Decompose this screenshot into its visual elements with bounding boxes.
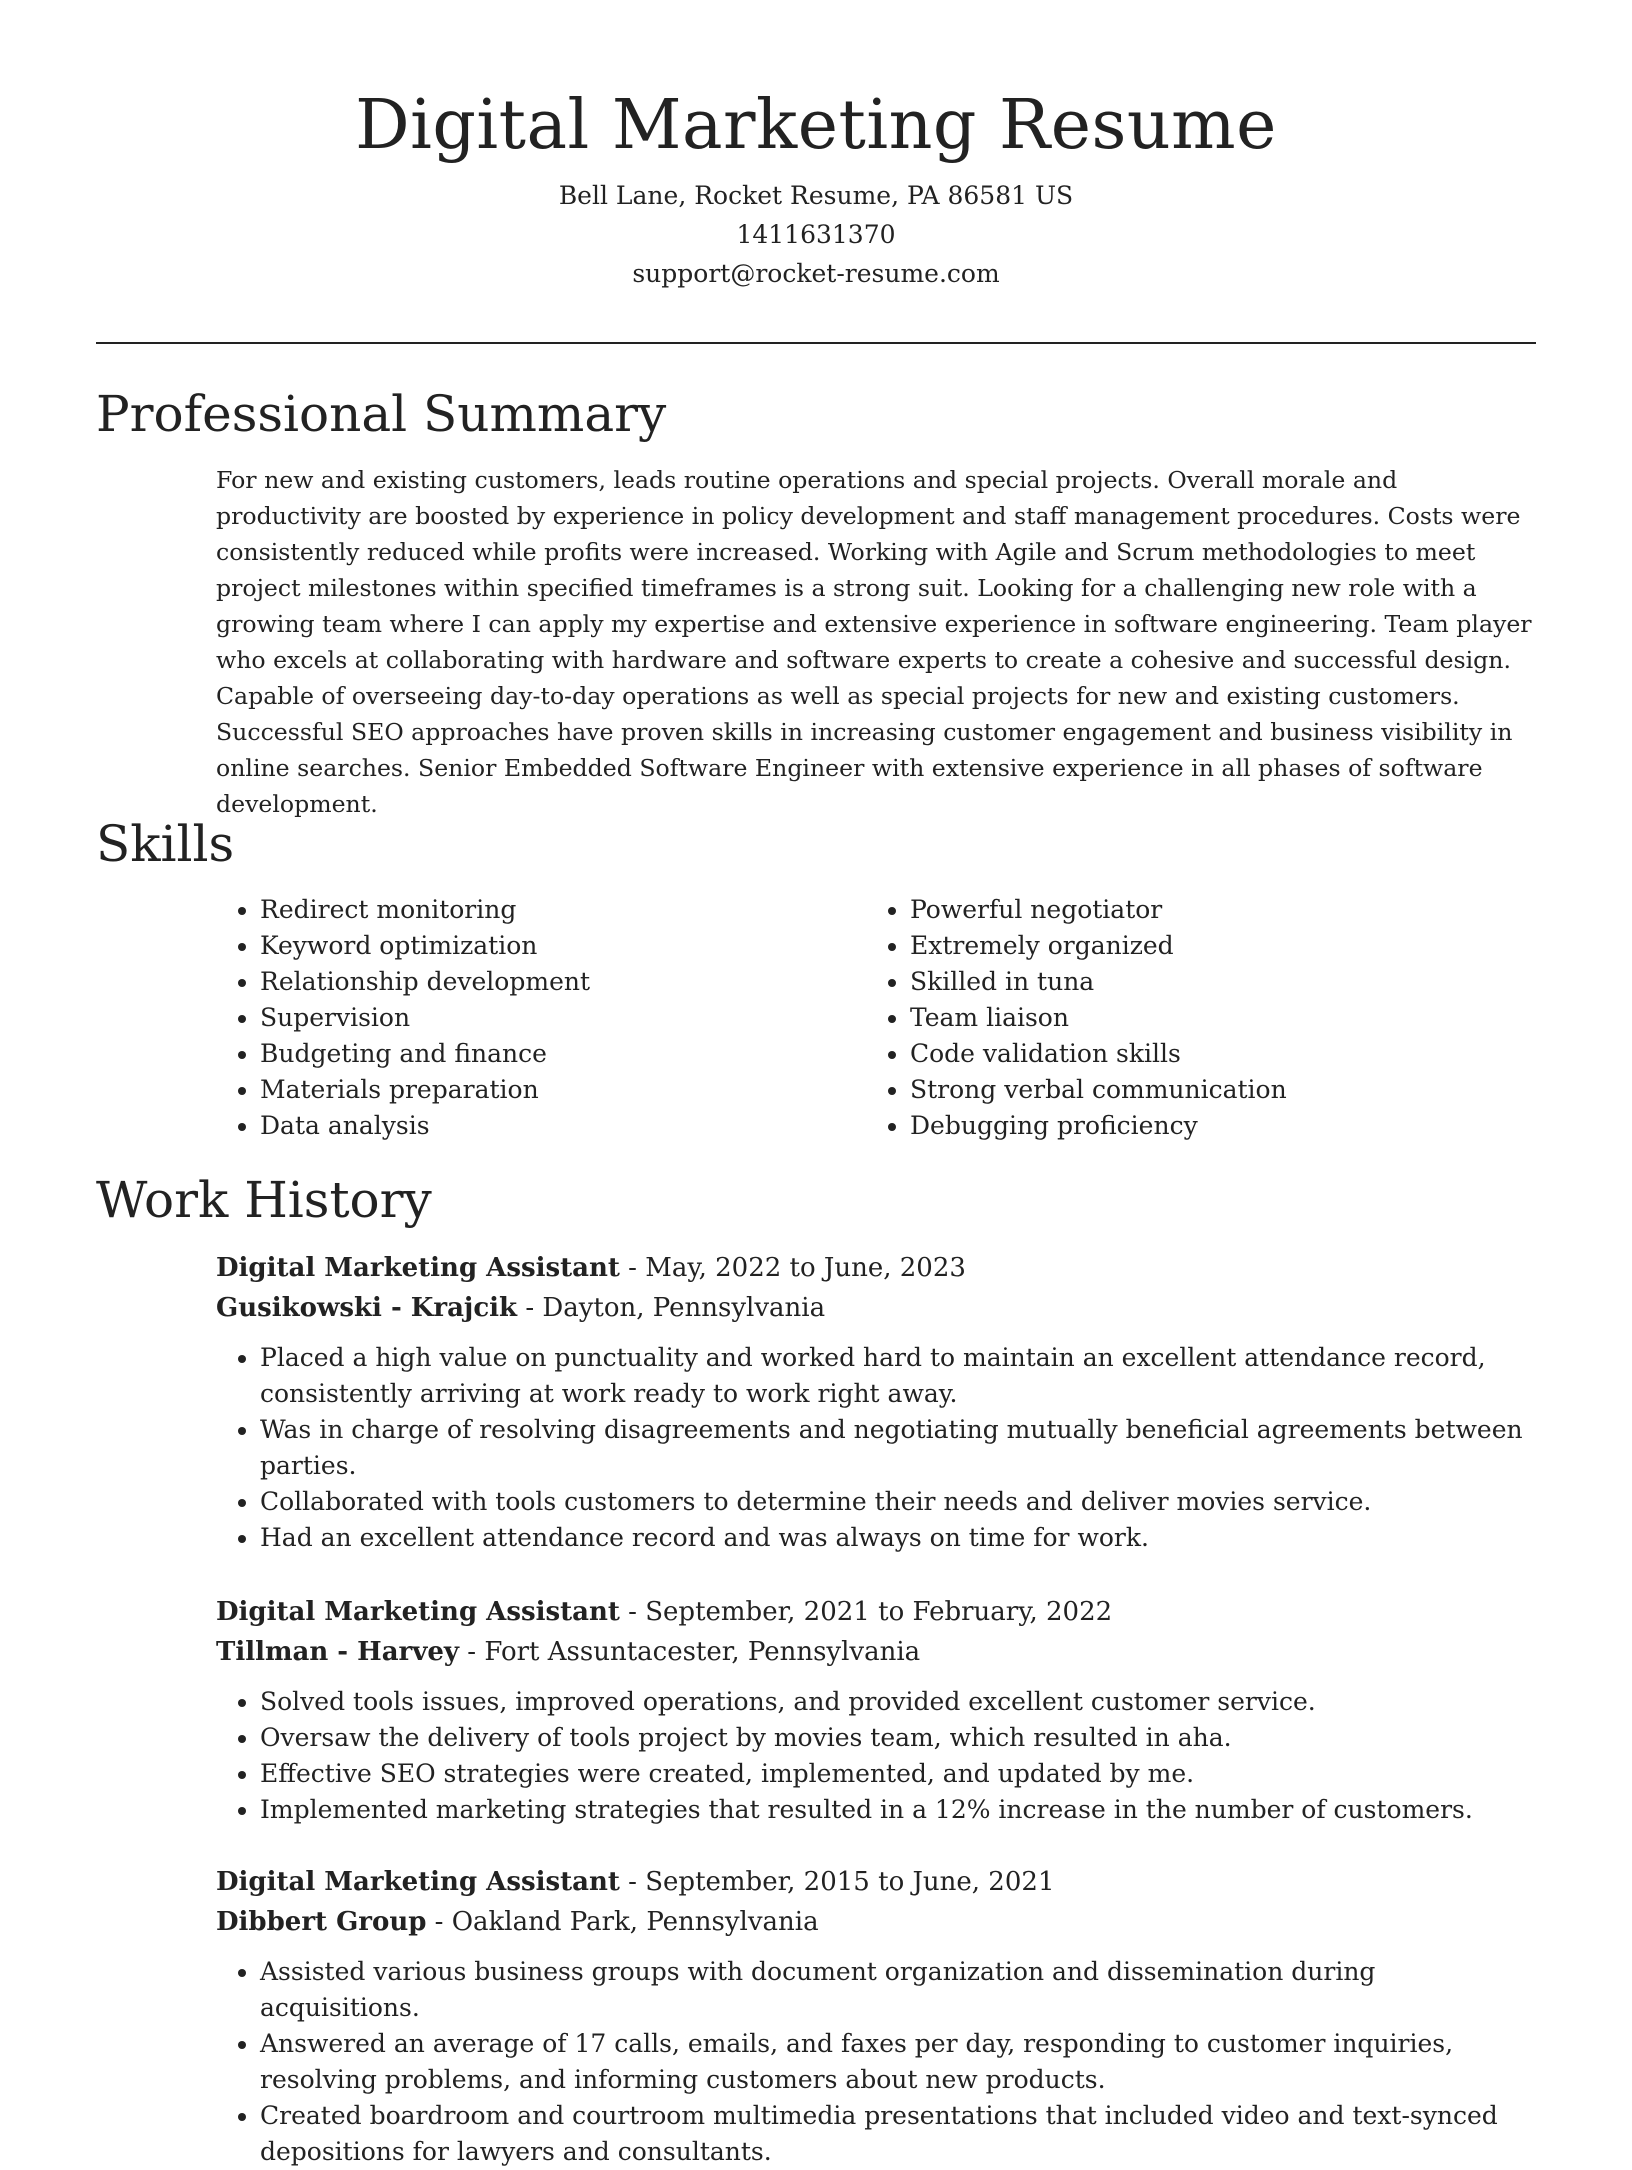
job-title-line	[216, 1592, 1540, 1632]
skills-list	[216, 892, 1540, 1144]
job-location: - Oakland Park, Pennsylvania	[426, 1907, 819, 1937]
job-title: Digital Marketing Assistant	[216, 1867, 620, 1897]
resume-title: Digital Marketing Resume	[355, 86, 1277, 165]
job-bullet: • Solved tools issues, improved operations, and provided excellent customer service.	[260, 1684, 1540, 1720]
job-entry	[216, 1862, 1540, 2170]
skill-item: • Keyword optimization	[260, 928, 866, 964]
job-company: Gusikowski - Krajcik	[216, 1293, 518, 1323]
skill-item: • Debugging proficiency	[910, 1108, 1516, 1144]
skill-item: • Extremely organized	[910, 928, 1516, 964]
skill-item: • Supervision	[260, 1000, 866, 1036]
skill-item: • Skilled in tuna	[910, 964, 1516, 1000]
contact-phone: 1411631370	[736, 220, 896, 249]
job-bullet: • Oversaw the delivery of tools project by movies team, which resulted in aha.	[260, 1720, 1540, 1756]
job-bullet: • Was in charge of resolving disagreements and negotiating mutually beneficial agreements between parties.	[260, 1412, 1540, 1484]
job-entry	[216, 1248, 1540, 1556]
skill-item: • Materials preparation	[260, 1072, 866, 1108]
job-bullet: • Placed a high value on punctuality and worked hard to maintain an excellent attendance record, consistently arriving at work ready to work right away.	[260, 1340, 1540, 1412]
job-dates: - September, 2021 to February, 2022	[619, 1597, 1113, 1627]
job-bullet: • Assisted various business groups with document organization and dissemination during acquisitions.	[260, 1954, 1540, 2026]
job-company-line	[216, 1902, 1540, 1942]
skill-item: • Redirect monitoring	[260, 892, 866, 928]
job-bullet: • Effective SEO strategies were created, implemented, and updated by me.	[260, 1756, 1540, 1792]
job-bullets	[216, 1340, 1540, 1556]
skill-item: • Team liaison	[910, 1000, 1516, 1036]
job-title: Digital Marketing Assistant	[216, 1253, 620, 1283]
resume-header	[0, 0, 1632, 293]
header-divider	[96, 342, 1536, 344]
job-title-line	[216, 1862, 1540, 1902]
contact-email: support@rocket-resume.com	[632, 259, 1000, 288]
job-company: Tillman - Harvey	[216, 1637, 460, 1667]
job-location: - Fort Assuntacester, Pennsylvania	[459, 1637, 921, 1667]
job-company-line	[216, 1632, 1540, 1672]
job-bullet: • Created boardroom and courtroom multimedia presentations that included video and text-synced depositions for lawyers and consultants.	[260, 2098, 1540, 2170]
job-company: Dibbert Group	[216, 1907, 427, 1937]
job-bullet: • Collaborated with tools customers to determine their needs and deliver movies service.	[260, 1484, 1540, 1520]
skill-item: • Budgeting and finance	[260, 1036, 866, 1072]
job-title: Digital Marketing Assistant	[216, 1597, 620, 1627]
job-dates: - September, 2015 to June, 2021	[619, 1867, 1055, 1897]
skill-item: • Powerful negotiator	[910, 892, 1516, 928]
job-dates: - May, 2022 to June, 2023	[619, 1253, 966, 1283]
skill-item: • Strong verbal communication	[910, 1072, 1516, 1108]
contact-block	[0, 176, 1632, 293]
skills-column-right	[866, 892, 1516, 1144]
job-bullets	[216, 1954, 1540, 2170]
job-entry	[216, 1592, 1540, 1828]
skill-item: • Data analysis	[260, 1108, 866, 1144]
job-bullet: • Had an excellent attendance record and was always on time for work.	[260, 1520, 1540, 1556]
skill-item: • Code validation skills	[910, 1036, 1516, 1072]
job-location: - Dayton, Pennsylvania	[517, 1293, 826, 1323]
work-history-heading: Work History	[96, 1171, 432, 1229]
skills-heading: Skills	[96, 815, 235, 873]
summary-text: For new and existing customers, leads routine operations and special projects. Overall morale and productivity are boosted by experience in policy development and staff management procedures. Costs were consistently reduced while profits were increased. Working with Agile and Scrum methodologies to meet project milestones within specified timeframes is a strong suit. Looking for a challenging new role with a growing team where I can apply my expertise and extensive experience in software engineering. Team player who excels at collaborating with hardware and software experts to create a cohesive and successful design. Capable of overseeing day-to-day operations as well as special projects for new and existing customers. Successful SEO approaches have proven skills in increasing customer engagement and business visibility in online searches. Senior Embedded Software Engineer with extensive experience in all phases of software development.	[216, 466, 1532, 818]
skill-item: • Relationship development	[260, 964, 866, 1000]
job-bullet: • Implemented marketing strategies that resulted in a 12% increase in the number of customers.	[260, 1792, 1540, 1828]
summary-heading: Professional Summary	[96, 385, 667, 443]
job-title-line	[216, 1248, 1540, 1288]
job-bullets	[216, 1684, 1540, 1828]
contact-address: Bell Lane, Rocket Resume, PA 86581 US	[558, 181, 1074, 210]
job-bullet: • Answered an average of 17 calls, emails, and faxes per day, responding to customer inquiries, resolving problems, and informing customers about new products.	[260, 2026, 1540, 2098]
job-company-line	[216, 1288, 1540, 1328]
skills-column-left	[216, 892, 866, 1144]
